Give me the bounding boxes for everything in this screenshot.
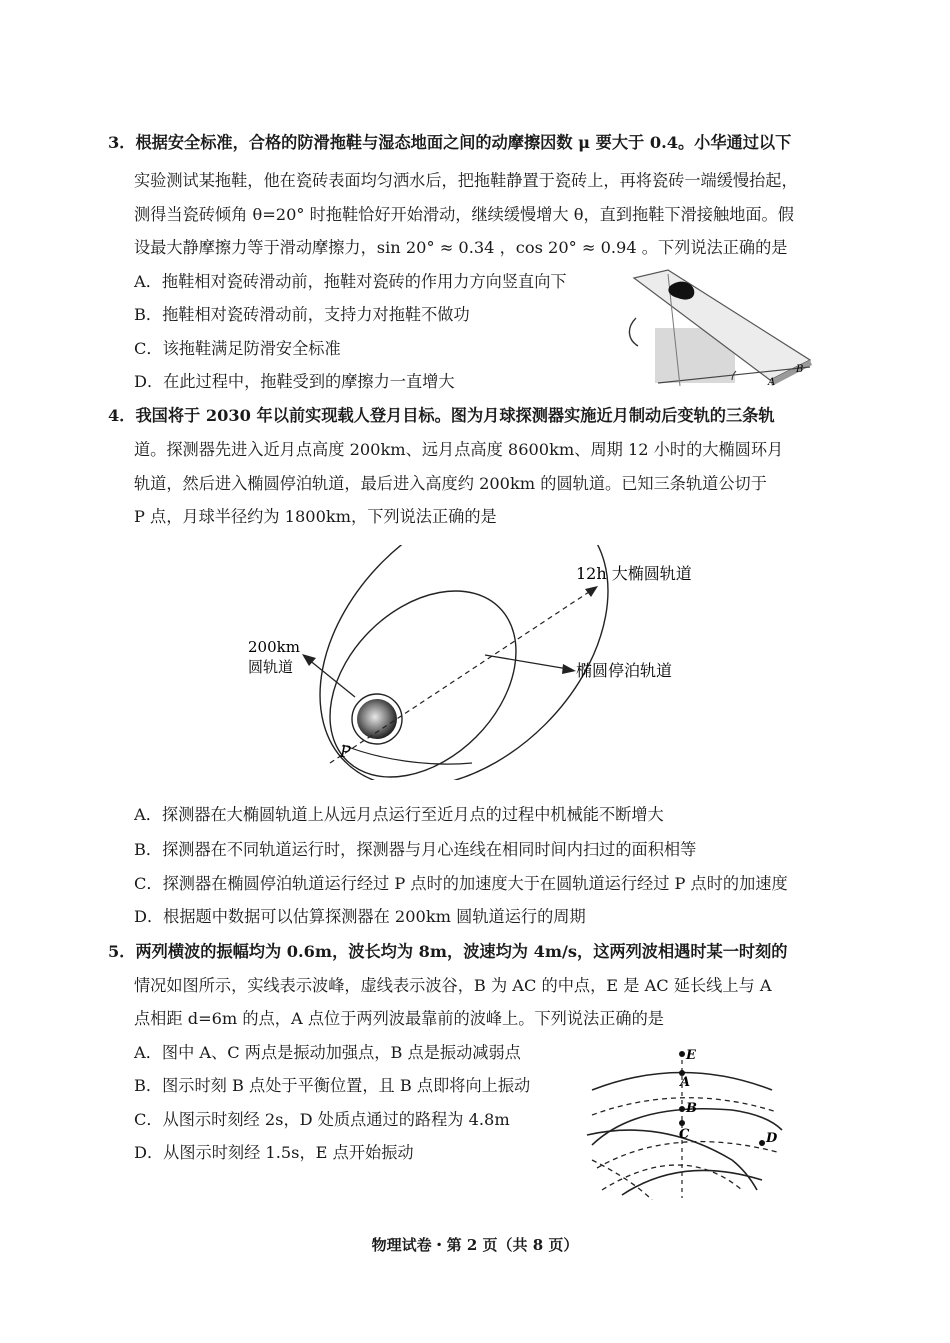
q4-option-c: C．探测器在椭圆停泊轨道运行经过 P 点时的加速度大于在圆轨道运行经过 P 点时的加速度: [134, 874, 788, 893]
q3-stem-line-1: 3．根据安全标准，合格的防滑拖鞋与湿态地面之间的动摩擦因数 μ 要大于 0.4。小华通过以下: [108, 133, 792, 152]
label-b: B: [796, 364, 804, 375]
label-a: A: [680, 1075, 691, 1090]
label-e: E: [686, 1048, 696, 1063]
q5-option-a: A．图中 A、C 两点是振动加强点，B 点是振动减弱点: [134, 1043, 521, 1062]
axis-arrowhead: [585, 586, 598, 597]
page-footer: 物理试卷・第 2 页（共 8 页）: [371, 1236, 579, 1254]
q5-option-b: B．图示时刻 B 点处于平衡位置，且 B 点即将向上振动: [134, 1076, 531, 1095]
lift-arrow: [629, 318, 638, 346]
label-circle-1: 200km: [248, 638, 300, 656]
q4-option-a: A．探测器在大椭圆轨道上从远月点运行至近月点的过程中机械能不断增大: [134, 805, 664, 824]
q3-stem-line-2: 实验测试某拖鞋，他在瓷砖表面均匀洒水后，把拖鞋静置于瓷砖上，再将瓷砖一端缓慢抬起，: [134, 171, 798, 190]
q4-stem-line-4: P 点，月球半径约为 1800km，下列说法正确的是: [134, 507, 497, 526]
axis-dashed-line: [330, 590, 592, 763]
q5-stem-line-1: 5．两列横波的振幅均为 0.6m，波长均为 8m，波速均为 4m/s，这两列波相遇时某一时刻的: [108, 942, 788, 961]
q5-stem-line-2: 情况如图所示，实线表示波峰，虚线表示波谷，B 为 AC 的中点，E 是 AC 延长线上与 A: [134, 976, 772, 995]
q4-stem-line-3: 轨道，然后进入椭圆停泊轨道，最后进入高度约 200km 的圆轨道。已知三条轨道公切于: [134, 474, 767, 493]
circle-orbit-pointer: [308, 659, 355, 697]
label-parking: 椭圆停泊轨道: [576, 661, 673, 680]
q4-option-d: D．根据题中数据可以估算探测器在 200km 圆轨道运行的周期: [134, 907, 586, 926]
q3-stem-line-4: 设最大静摩擦力等于滑动摩擦力，sin 20° ≈ 0.34 ，cos 20° ≈ 0.94 。下列说法正确的是: [134, 238, 788, 257]
q5-option-d: D．从图示时刻经 1.5s，E 点开始振动: [134, 1143, 414, 1162]
label-circle-2: 圆轨道: [248, 658, 294, 676]
q4-stem-line-2: 道。探测器先进入近月点高度 200km、远月点高度 8600km、周期 12 小时的大椭圆环月: [134, 440, 784, 459]
label-c: C: [679, 1127, 690, 1142]
q5-option-c: C．从图示时刻经 2s，D 处质点通过的路程为 4.8m: [134, 1110, 510, 1129]
q4-orbit-diagram: [230, 545, 730, 780]
label-p: P: [340, 742, 351, 761]
q3-option-a: A．拖鞋相对瓷砖滑动前，拖鞋对瓷砖的作用力方向竖直向下: [134, 272, 567, 291]
q5-stem-line-3: 点相距 d=6m 的点，A 点位于两列波最靠前的波峰上。下列说法正确的是: [134, 1009, 664, 1028]
point-b: [679, 1106, 685, 1112]
q3-option-b: B．拖鞋相对瓷砖滑动前，支持力对拖鞋不做功: [134, 305, 470, 324]
orbit-tail: [343, 745, 472, 764]
point-c: [679, 1120, 685, 1126]
label-d: D: [766, 1131, 778, 1146]
q3-tile-photo: [620, 268, 820, 390]
q3-option-d: D．在此过程中，拖鞋受到的摩擦力一直增大: [134, 372, 455, 391]
label-b: B: [686, 1101, 697, 1116]
q3-stem-line-3: 测得当瓷砖倾角 θ=20° 时拖鞋恰好开始滑动，继续缓慢增大 θ，直到拖鞋下滑接触地面。假: [134, 205, 794, 224]
point-d: [759, 1140, 765, 1146]
point-e: [679, 1051, 685, 1057]
q5-wave-diagram: [582, 1040, 792, 1200]
label-big-ellipse: 12h 大椭圆轨道: [576, 564, 692, 583]
q4-option-b: B．探测器在不同轨道运行时，探测器与月心连线在相同时间内扫过的面积相等: [134, 840, 697, 859]
moon: [357, 699, 397, 739]
parking-orbit-pointer: [485, 655, 568, 669]
parking-orbit-pointer-head: [562, 664, 576, 674]
label-a: A: [768, 377, 776, 388]
q3-option-c: C．该拖鞋满足防滑安全标准: [134, 339, 341, 358]
q4-stem-line-1: 4．我国将于 2030 年以前实现载人登月目标。图为月球探测器实施近月制动后变轨的三条轨: [108, 406, 775, 425]
